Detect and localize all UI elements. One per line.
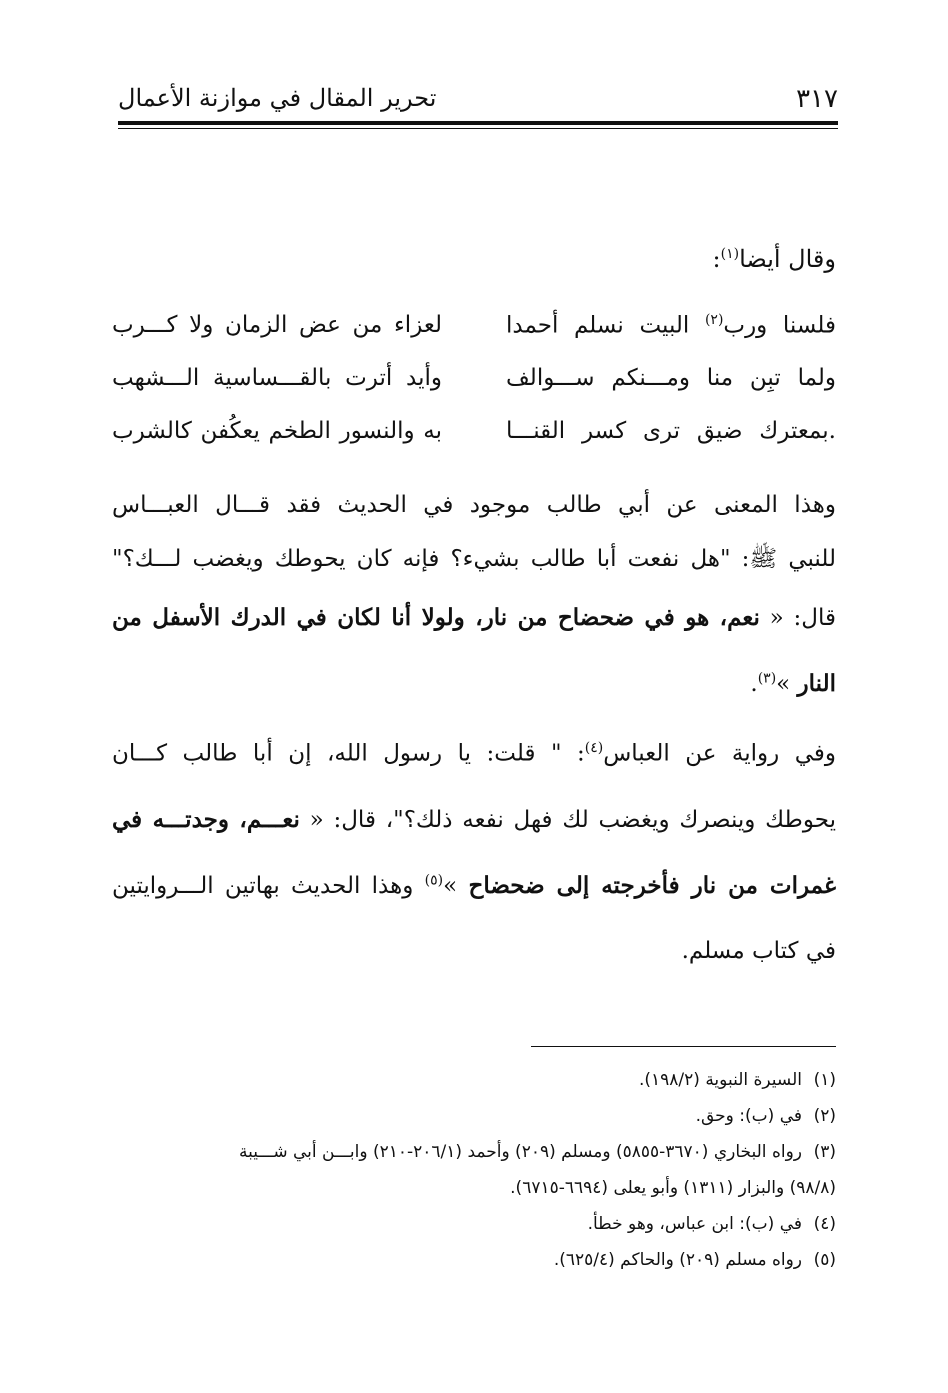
footnote-text: رواه البخاري (٣٦٧٠-٥٨٥٥) ومسلم (٢٠٩) وأحمد (٢٠٦/١-٢١٠) وابـــن أبي شـــيبة: [239, 1142, 802, 1162]
poem-verse: [112, 365, 836, 418]
poem-verse: [112, 418, 836, 471]
footnote-continuation: (٩٨/٨) والبزار (١٣١١) وأبو يعلى (٦٦٩٤-٦٧١٥).: [510, 1178, 836, 1198]
footnote-text: رواه مسلم (٢٠٩) والحاكم (٦٢٥/٤).: [553, 1250, 802, 1270]
footnote-item: [112, 1242, 836, 1278]
paragraph-second-narration: [112, 740, 836, 964]
poem-second-hemistich: لعزاء من عض الزمان ولا كـــرب: [112, 312, 442, 338]
footnote-number: (١): [813, 1070, 836, 1090]
paragraph-abbas-hadith: [112, 492, 836, 697]
text-line: للنبي ﷺ: "هل نفعت أبا طالب بشيء؟ فإنه كان يحوطك ويغضب لـــك؟": [112, 546, 836, 572]
footnote-marker: (٢): [704, 312, 724, 328]
text-line: يحوطك وينصرك ويغضب لك فهل نفعه ذلك؟"، قال: « نعـــم، وجدتـــه في: [112, 806, 836, 833]
poem: [112, 312, 836, 471]
poem-second-hemistich: وأيد أترت بالقـــساسية الـــشهب: [112, 365, 442, 391]
hadith-quote: نعـــم، وجدتـــه في: [112, 806, 300, 833]
header-rule-thick: [118, 121, 838, 125]
footnote-number: (٥): [813, 1250, 836, 1270]
poem-first-hemistich: .بمعترك ضيق ترى كسر القنـــا: [506, 418, 836, 444]
footnote-text: السيرة النبوية (١٩٨/٢).: [638, 1070, 802, 1090]
hadith-quote: غمرات من نار فأخرجته إلى ضحضاح: [468, 872, 836, 899]
text-line: غمرات من نار فأخرجته إلى ضحضاح »$^{(٥)}$ وهذا الحديث بهاتين الـــروايتين: [112, 872, 836, 899]
footnote-text: في (ب): وحق.: [695, 1106, 802, 1126]
footnote-marker: (٤): [584, 740, 604, 756]
footnote-marker: (٥): [424, 872, 444, 889]
footnote-text: في (ب): ابن عباس، وهو خطأ.: [587, 1214, 802, 1234]
footnote-item: [112, 1062, 836, 1098]
text-line: قال: « نعم، هو في ضحضاح من نار، ولولا أنا لكان في الدرك الأسفل من: [112, 604, 836, 631]
poem-second-hemistich: به والنسور الطخم يعكُفن كالشرب: [112, 418, 442, 444]
footnote-number: (٤): [813, 1214, 836, 1234]
text-line: وهذا المعنى عن أبي طالب موجود في الحديث فقد قـــال العبـــاس: [112, 492, 836, 518]
intro-colon: :: [712, 245, 721, 273]
poem-intro: [713, 245, 836, 273]
footnote-item: [112, 1098, 836, 1134]
intro-text: وقال أيضا: [739, 245, 836, 273]
footnote-marker: (١): [720, 246, 740, 262]
poem-first-hemistich: فلسنا ورب$^{(٢)}$ البيت نسلم أحمدا: [506, 312, 836, 339]
text-line: في كتاب مسلم.: [681, 938, 836, 964]
text-line: وفي رواية عن العباس$^{(٤)}$: " قلت: يا رسول الله، إن أبا طالب كـــان: [112, 740, 837, 767]
page-header: [118, 78, 838, 118]
text-line: النار »$^{(٣)}$.: [750, 670, 836, 697]
hadith-quote: النار: [797, 670, 836, 697]
footnote-marker: (٣): [757, 670, 777, 687]
footnote-item: [112, 1206, 836, 1242]
hadith-quote: نعم، هو في ضحضاح من نار، ولولا أنا لكان في الدرك الأسفل من: [112, 604, 760, 631]
footnote-number: (٢): [813, 1106, 836, 1126]
poem-verse: [112, 312, 836, 365]
header-rule-thin: [118, 128, 838, 129]
footnote-separator: [531, 1046, 836, 1047]
running-title: تحرير المقال في موازنة الأعمال: [118, 84, 437, 112]
footnotes: [112, 1062, 836, 1278]
footnote-item: [112, 1134, 836, 1170]
poem-first-hemistich: ولما تبِن منا ومـــنكم ســـوالف: [506, 365, 836, 391]
footnote-number: (٣): [813, 1142, 836, 1162]
page-number: ٣١٧: [796, 84, 838, 114]
